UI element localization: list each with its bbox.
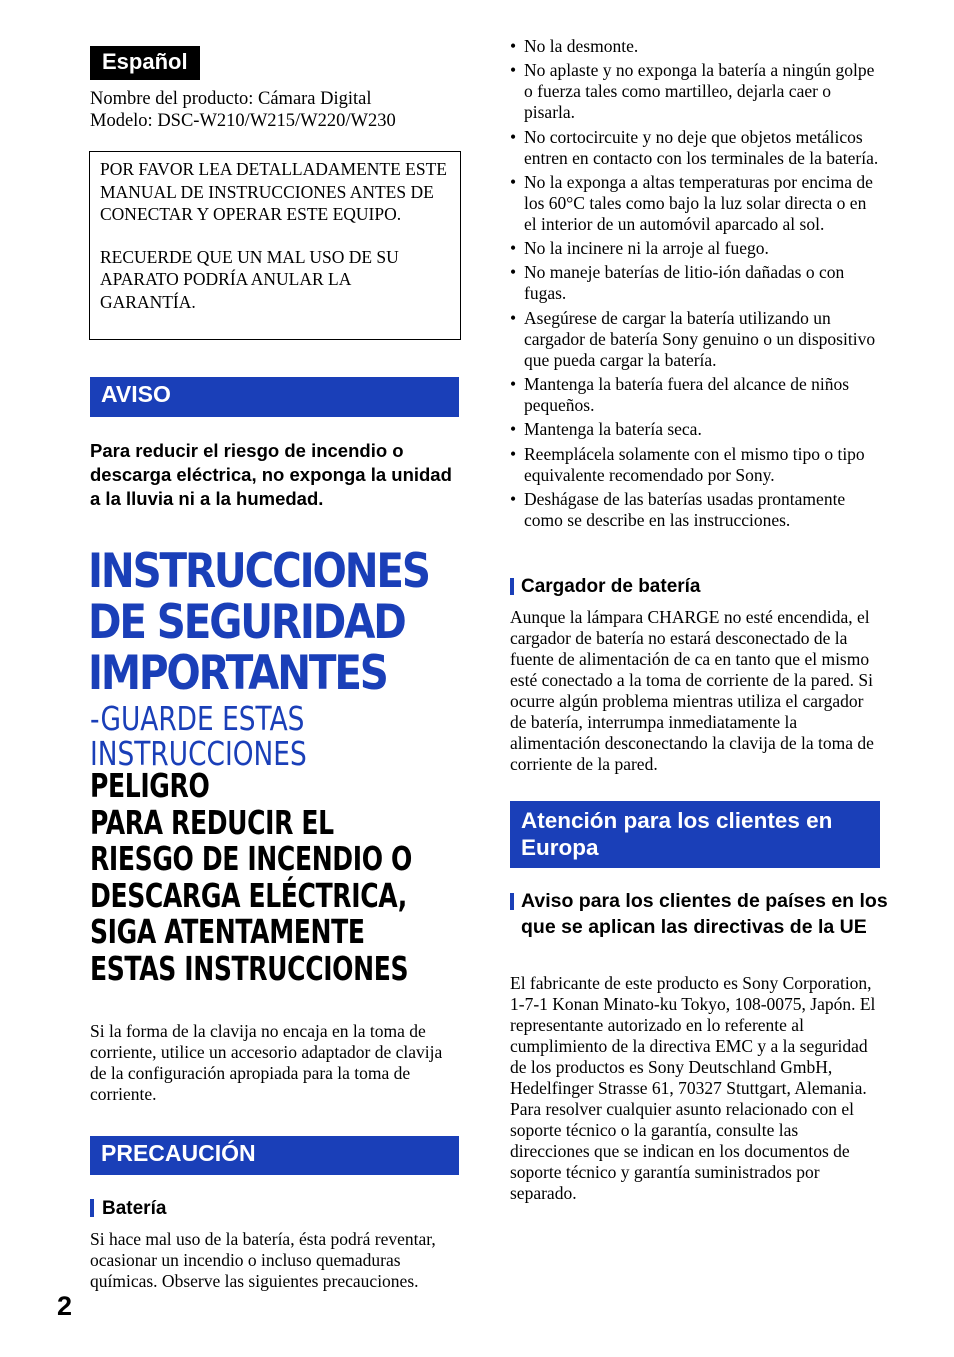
list-item: • No la incinere ni la arroje al fuego. bbox=[510, 238, 882, 259]
list-item: • No la exponga a altas temperaturas por encima de los 60°C tales como bajo la luz solar directa o en el interior de un automóvil aparcado al sol. bbox=[510, 172, 882, 235]
aviso-heading: AVISO bbox=[90, 377, 459, 417]
language-tag: Español bbox=[90, 46, 200, 80]
safety-title: INSTRUCCIONES DE SEGURIDAD IMPORTANTES bbox=[88, 544, 429, 701]
cargador-heading bbox=[510, 574, 891, 599]
notice-para-warranty: RECUERDE QUE UN MAL USO DE SU APARATO PODRÍA ANULAR LA GARANTÍA. bbox=[100, 246, 399, 312]
product-model: Modelo: DSC-W210/W215/W220/W230 bbox=[90, 111, 396, 131]
heading-marker bbox=[90, 1199, 94, 1217]
ue-subheading-label: Aviso para los clientes de países en los que se aplican las directivas de la UE bbox=[521, 890, 888, 938]
danger-heading: PELIGRO bbox=[90, 766, 210, 805]
bateria-heading-label: Batería bbox=[102, 1198, 167, 1219]
danger-text: PARA REDUCIR EL RIESGO DE INCENDIO O DESCARGA ELÉCTRICA, SIGA ATENTAMENTE ESTAS INSTRUCCIONES bbox=[90, 802, 412, 988]
ue-text: El fabricante de este producto es Sony Corporation, 1-7-1 Konan Minato-ku Tokyo, 108-0075, Japón. El representante autorizado en lo referente al cumplimiento de la directiva EMC y a la seguridad de los productos es Sony Deutschland GmbH, Hedelfinger Strasse 61, 70327 Stuttgart, Alemania. Para resolver cualquier asunto relacionado con el soporte técnico o la garantía, consulte las direcciones que se indican en los documentos de soporte técnico y garantía suministrados por separado. bbox=[510, 973, 876, 1203]
list-item: • No aplaste y no exponga la batería a ningún golpe o fuerza tales como martilleo, dejarla caer o pisarla. bbox=[510, 60, 882, 123]
safety-subtitle: -GUARDE ESTAS INSTRUCCIONES bbox=[90, 699, 307, 773]
bateria-text: Si hace mal uso de la batería, ésta podrá reventar, ocasionar un incendio o incluso quemaduras químicas. Observe las siguientes precauciones. bbox=[90, 1229, 436, 1291]
list-item: • Reemplácela solamente con el mismo tipo o tipo equivalente recomendado por Sony. bbox=[510, 444, 882, 486]
list-item: • No la desmonte. bbox=[510, 36, 882, 57]
notice-para-read-manual: POR FAVOR LEA DETALLADAMENTE ESTE MANUAL DE INSTRUCCIONES ANTES DE CONECTAR Y OPERAR ESTE EQUIPO. bbox=[100, 159, 447, 224]
list-item: • Deshágase de las baterías usadas prontamente como se describe en las instrucciones. bbox=[510, 489, 882, 531]
bateria-heading bbox=[90, 1196, 472, 1221]
list-item: • Mantenga la batería fuera del alcance de niños pequeños. bbox=[510, 374, 882, 416]
ue-subheading bbox=[510, 889, 891, 940]
heading-marker bbox=[510, 893, 514, 910]
list-item: • No maneje baterías de litio-ión dañadas o con fugas. bbox=[510, 262, 882, 304]
plug-text: Si la forma de la clavija no encaja en la toma de corriente, utilice un accesorio adaptador de clavija de la configuración apropiada para la toma de corriente. bbox=[90, 1021, 443, 1104]
cargador-text: Aunque la lámpara CHARGE no esté encendida, el cargador de batería no estará desconectado de la fuente de alimentación de ca en tanto que el mismo esté conectado a la toma de corriente de la pared. Si ocurre algún problema mientras utiliza el cargador de batería, interrumpa inmediatamente la alimentación desconectando la clavija de la toma de corriente de la pared. bbox=[510, 607, 874, 774]
battery-precautions-list bbox=[510, 36, 882, 534]
product-info bbox=[90, 88, 470, 132]
heading-marker bbox=[510, 578, 514, 595]
product-name: Nombre del producto: Cámara Digital bbox=[90, 89, 372, 109]
list-item: • Asegúrese de cargar la batería utilizando un cargador de batería Sony genuino o un dispositivo que pueda cargar la batería. bbox=[510, 308, 882, 371]
cargador-heading-label: Cargador de batería bbox=[521, 576, 701, 597]
page-number: 2 bbox=[57, 1291, 73, 1321]
list-item: • Mantenga la batería seca. bbox=[510, 419, 882, 440]
danger-block bbox=[90, 768, 432, 987]
aviso-text: Para reducir el riesgo de incendio o descarga eléctrica, no exponga la unidad a la lluvia ni a la humedad. bbox=[90, 440, 452, 509]
notice-box bbox=[89, 151, 461, 340]
precaucion-heading: PRECAUCIÓN bbox=[90, 1136, 459, 1175]
list-item: • No cortocircuite y no deje que objetos metálicos entren en contacto con los terminales de la batería. bbox=[510, 127, 882, 169]
europe-heading: Atención para los clientes en Europa bbox=[510, 801, 880, 868]
